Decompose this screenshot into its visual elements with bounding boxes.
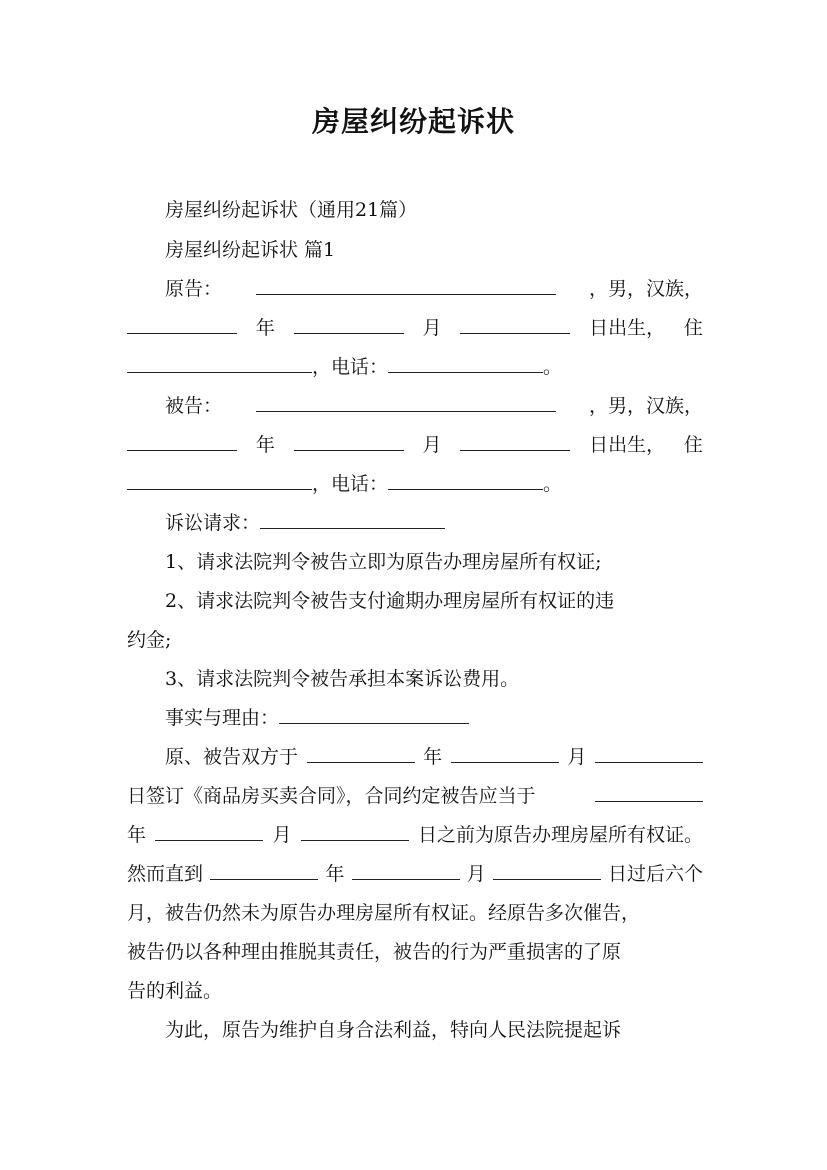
year-blank (307, 744, 415, 763)
facts-line-4 (127, 859, 703, 889)
facts-text: 原、被告双方于 (165, 746, 299, 768)
month-blank (451, 744, 559, 763)
month-label: 月 (422, 434, 442, 456)
born-label: 日出生， (589, 317, 666, 339)
claims-label: 诉讼请求： (165, 512, 261, 534)
facts-text: 然而直到 (127, 863, 204, 885)
month-label: 月 (567, 746, 587, 768)
address-label: 住 (683, 434, 703, 456)
day-blank (460, 315, 570, 334)
year-blank (210, 861, 318, 880)
facts-text: 日签订《商品房买卖合同》，合同约定被告应当于 (127, 785, 536, 807)
name-blank (256, 276, 556, 295)
phone-label: ，电话： (312, 356, 389, 378)
claim-2-line-2: 约金; (127, 629, 172, 651)
facts-heading (165, 703, 703, 733)
claim-1: 1、请求法院判令被告立即为原告办理房屋所有权证; (165, 551, 602, 573)
plaintiff-label: 原告： (165, 278, 223, 300)
claim-3: 3、请求法院判令被告承担本案诉讼费用。 (165, 668, 520, 690)
month-blank (155, 822, 263, 841)
facts-label: 事实与理由： (165, 707, 280, 729)
day-blank (595, 744, 703, 763)
phone-blank (388, 471, 543, 490)
facts-line-8: 为此，原告为维护自身合法利益，特向人民法院提起诉 (165, 1019, 622, 1041)
facts-line-2 (127, 781, 703, 811)
phone-label: ，电话： (312, 473, 389, 495)
plaintiff-line-1 (165, 274, 703, 304)
month-label: 月 (422, 317, 442, 339)
plaintiff-line-2 (127, 313, 703, 343)
year-label: 年 (255, 317, 275, 339)
month-blank (294, 432, 404, 451)
month-blank (352, 861, 460, 880)
address-blank (127, 354, 312, 373)
chapter-heading: 房屋纠纷起诉状 篇1 (165, 239, 336, 261)
facts-line-3 (127, 820, 703, 850)
name-blank (256, 393, 556, 412)
year-label: 年 (255, 434, 275, 456)
year-blank (127, 315, 237, 334)
defendant-line-1 (165, 391, 703, 421)
defendant-sex: ，男，汉族， (588, 395, 703, 417)
facts-line-6: 被告仍以各种理由推脱其责任，被告的行为严重损害的了原 (127, 941, 622, 963)
claims-blank (260, 510, 445, 529)
facts-line-5: 月，被告仍然未为原告办理房屋所有权证。经原告多次催告， (127, 902, 641, 924)
day-blank (301, 822, 409, 841)
facts-text: 日过后六个 (607, 863, 703, 885)
defendant-line-2 (127, 430, 703, 460)
month-blank (294, 315, 404, 334)
claim-2-line-1: 2、请求法院判令被告支付逾期办理房屋所有权证的违 (165, 590, 615, 612)
facts-text: 日之前为原告办理房屋所有权证。 (417, 824, 703, 846)
month-label: 月 (272, 824, 292, 846)
period: 。 (543, 473, 563, 495)
claims-heading (165, 508, 703, 538)
year-label: 年 (423, 746, 443, 768)
plaintiff-line-3 (127, 352, 703, 382)
period: 。 (543, 356, 563, 378)
subtitle: 房屋纠纷起诉状（通用21篇） (165, 199, 418, 221)
facts-line-7: 告的利益。 (127, 980, 223, 1002)
year-label: 年 (325, 863, 345, 885)
day-blank (493, 861, 601, 880)
phone-blank (388, 354, 543, 373)
address-label: 住 (683, 317, 703, 339)
year-blank (595, 783, 703, 802)
born-label: 日出生， (589, 434, 666, 456)
address-blank (127, 471, 312, 490)
facts-blank (279, 705, 469, 724)
plaintiff-sex: ，男，汉族， (588, 278, 703, 300)
year-blank (127, 432, 237, 451)
month-label: 月 (466, 863, 486, 885)
year-label: 年 (127, 824, 147, 846)
defendant-label: 被告： (165, 395, 223, 417)
document-title: 房屋纠纷起诉状 (311, 105, 515, 138)
defendant-line-3 (127, 469, 703, 499)
facts-line-1 (165, 742, 703, 772)
day-blank (460, 432, 570, 451)
